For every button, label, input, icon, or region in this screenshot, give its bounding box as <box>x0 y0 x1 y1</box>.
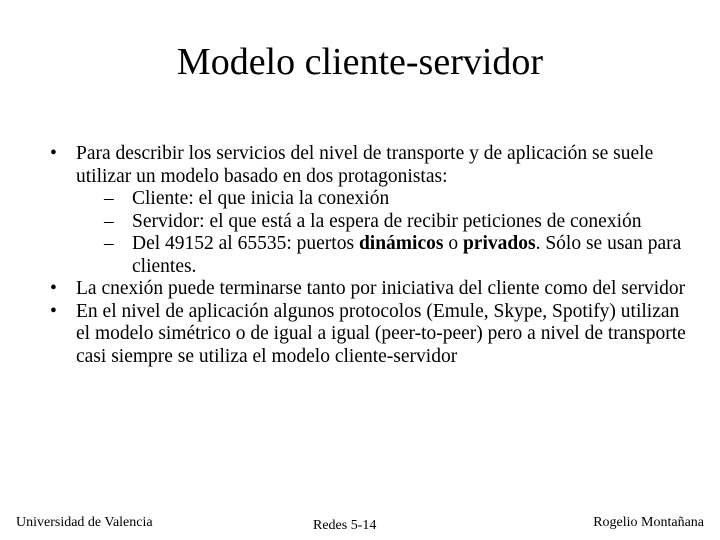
bold-term-dinamicos: dinámicos <box>358 233 444 254</box>
bullet-marker: • <box>50 278 57 299</box>
dash-marker: – <box>104 233 114 254</box>
subitem-text: Cliente: el que inicia la conexión <box>132 188 390 209</box>
bullet-item-2 <box>0 278 690 301</box>
slide-title: Modelo cliente-servidor <box>176 41 544 83</box>
bold-term-privados: privados <box>462 233 536 254</box>
subitem-puertos <box>0 233 697 278</box>
dash-marker: – <box>104 210 114 232</box>
footer-institution: Universidad de Valencia <box>16 515 153 530</box>
footer-page-number: Redes 5-14 <box>313 518 377 533</box>
footer-author: Rogelio Montañana <box>593 515 704 530</box>
subitem-cliente <box>0 188 697 211</box>
bullet-text: En el nivel de aplicación algunos protocolos (Emule, Skype, Spotify) utilizan el modelo simétrico o de igual a igual (peer-to-peer) pero a nivel de transporte casi siempre se utiliza el modelo cliente-servidor <box>76 300 686 367</box>
bullet-marker: • <box>50 300 57 322</box>
subitem-text-before: Del 49152 al 65535: puertos <box>132 233 359 254</box>
slide-content <box>0 143 720 368</box>
subitem-text-after: . Sólo se usan para clientes. <box>132 233 682 277</box>
subitem-servidor <box>0 211 697 234</box>
bullet-text: Para describir los servicios del nivel de transporte y de aplicación se suele utilizar un modelo basado en dos protagonistas: <box>76 143 654 187</box>
subitem-text: Servidor: el que está a la espera de recibir peticiones de conexión <box>132 210 642 232</box>
dash-marker: – <box>104 188 114 209</box>
bullet-item-1 <box>0 143 690 188</box>
bullet-marker: • <box>50 143 57 164</box>
bullet-text: La cnexión puede terminarse tanto por iniciativa del cliente como del servidor <box>76 278 686 299</box>
subitem-text-middle: o <box>443 233 463 254</box>
bullet-item-3 <box>0 301 690 369</box>
